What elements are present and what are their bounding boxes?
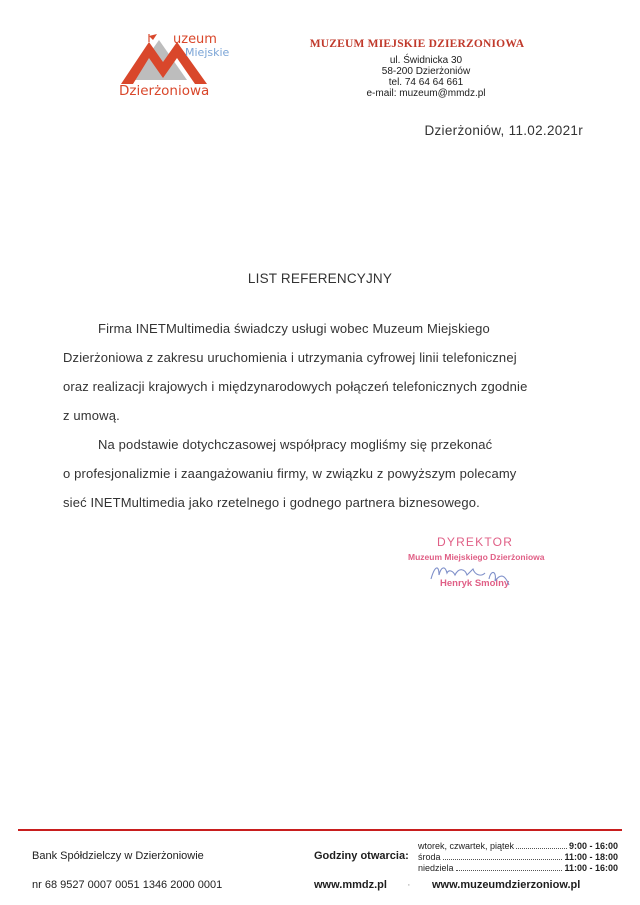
body-line: z umową. bbox=[63, 408, 120, 423]
address-email: e-mail: muzeum@mmdz.pl bbox=[366, 88, 486, 99]
body-line: Firma INETMultimedia świadczy usługi wobec Muzeum Miejskiego bbox=[98, 321, 490, 336]
hours-row bbox=[418, 841, 618, 852]
body-line: oraz realizacji krajowych i międzynarodowych połączeń telefonicznych zgodnie bbox=[63, 379, 528, 394]
footer-account: nr 68 9527 0007 0051 1346 2000 0001 bbox=[32, 879, 223, 891]
footer-rule bbox=[18, 829, 622, 831]
body-line: Na podstawie dotychczasowej współpracy mogliśmy się przekonać bbox=[98, 437, 493, 452]
footer-website2-link[interactable]: www.muzeumdzierzoniow.pl bbox=[432, 879, 581, 891]
signature-icon bbox=[425, 559, 515, 589]
hours-row bbox=[418, 863, 618, 874]
body-line: o profesjonalizmie i zaangażowaniu firmy, w związku z powyższym polecamy bbox=[63, 466, 517, 481]
address-street: ul. Świdnicka 30 bbox=[389, 55, 463, 66]
hours-time: 9:00 - 16:00 bbox=[568, 841, 618, 851]
letter-date: Dzierżoniów, 11.02.2021r bbox=[424, 123, 583, 138]
address-phone: tel. 74 64 64 661 bbox=[388, 77, 464, 88]
stamp-person: Henryk Smolny bbox=[440, 578, 510, 589]
hours-days: niedziela bbox=[418, 863, 454, 873]
logo-word-dzierzoniowa: Dzierżoniowa bbox=[119, 83, 210, 99]
stamp-role: DYREKTOR bbox=[437, 535, 514, 549]
opening-hours bbox=[418, 841, 618, 874]
body-line: Dzierżoniowa z zakresu uruchomienia i utrzymania cyfrowej linii telefonicznej bbox=[63, 350, 517, 365]
hours-days: środa bbox=[418, 852, 441, 862]
footer-separator: · bbox=[407, 879, 411, 891]
letter-title: LIST REFERENCYJNY bbox=[247, 271, 393, 286]
museum-logo bbox=[115, 28, 255, 103]
hours-row bbox=[418, 852, 618, 863]
letter-body bbox=[63, 314, 588, 517]
footer-bank: Bank Spółdzielczy w Dzierżoniowie bbox=[32, 850, 204, 862]
stamp-org: Muzeum Miejskiego Dzierżoniowa bbox=[408, 552, 545, 562]
footer-website-link[interactable]: www.mmdz.pl bbox=[314, 879, 387, 891]
institution-name: MUZEUM MIEJSKIE DZIERZONIOWA bbox=[309, 38, 525, 50]
body-line: sieć INETMultimedia jako rzetelnego i godnego partnera biznesowego. bbox=[63, 495, 480, 510]
hours-time: 11:00 - 18:00 bbox=[564, 852, 618, 862]
logo-word-miejskie: Miejskie bbox=[185, 46, 230, 59]
footer-hours-label: Godziny otwarcia: bbox=[314, 850, 409, 862]
hours-days: wtorek, czwartek, piątek bbox=[418, 841, 515, 851]
address-city: 58-200 Dzierżoniów bbox=[381, 66, 471, 77]
logo-word-muzeum: uzeum bbox=[173, 32, 217, 47]
hours-time: 11:00 - 16:00 bbox=[564, 863, 618, 873]
director-stamp bbox=[400, 535, 550, 595]
